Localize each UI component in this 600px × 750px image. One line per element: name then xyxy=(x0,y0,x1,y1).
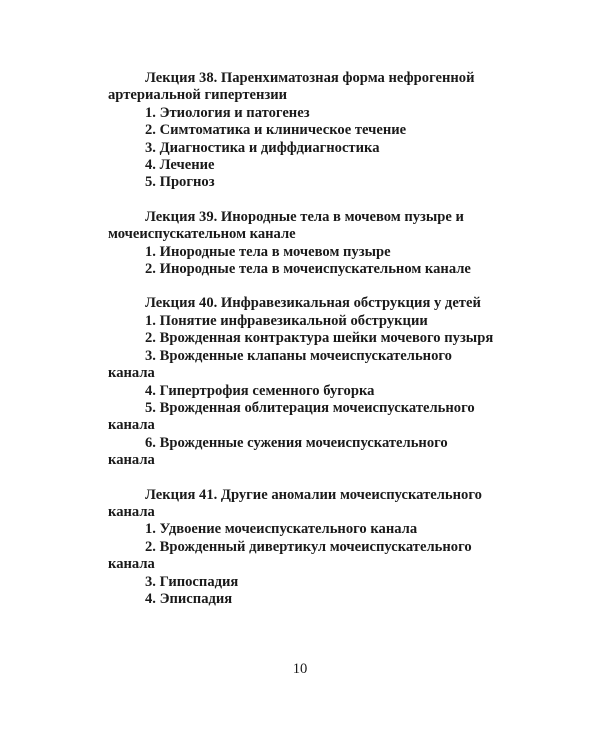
list-item: 1. Удвоение мочеиспускательного канала xyxy=(145,521,418,538)
list-item: 3. Диагностика и диффдиагностика xyxy=(145,139,380,156)
lecture-title: Лекция 41. Другие аномалии мочеиспускательного канала xyxy=(108,486,482,520)
lecture-39 xyxy=(108,209,498,279)
list-item: 2. Симтоматика и клиническое течение xyxy=(145,122,407,139)
list-item: 2. Врожденная контрактура шейки мочевого пузыря xyxy=(145,330,494,347)
lecture-title: Лекция 38. Паренхиматозная форма нефрогенной артериальной гипертензии xyxy=(108,70,475,104)
list-item: 4. Лечение xyxy=(145,157,215,174)
lecture-41 xyxy=(108,487,498,609)
list-item: 1. Этиология и патогенез xyxy=(145,104,310,121)
list-item: 2. Врожденный дивертикул мочеиспускательного канала xyxy=(108,538,472,573)
list-item: 3. Гипоспадия xyxy=(145,573,239,590)
list-item: 1. Инородные тела в мочевом пузыре xyxy=(145,243,391,260)
list-item: 3. Врожденные клапаны мочеиспускательного канала xyxy=(108,347,452,382)
list-item: 5. Прогноз xyxy=(145,174,215,191)
lecture-40 xyxy=(108,295,498,469)
page-content xyxy=(108,70,498,608)
list-item: 6. Врожденные сужения мочеиспускательного канала xyxy=(108,434,448,469)
page-number: 10 xyxy=(292,661,308,677)
lecture-38 xyxy=(108,70,498,192)
lecture-title: Лекция 40. Инфравезикальная обструкция у детей xyxy=(145,295,481,312)
list-item: 5. Врожденная облитерация мочеиспускательного канала xyxy=(108,399,475,434)
list-item: 4. Эписпадия xyxy=(145,590,233,607)
list-item: 4. Гипертрофия семенного бугорка xyxy=(145,382,375,399)
list-item: 2. Инородные тела в мочеиспускательном канале xyxy=(145,261,471,278)
lecture-title: Лекция 39. Инородные тела в мочевом пузыре и мочеиспускательном канале xyxy=(108,208,464,243)
list-item: 1. Понятие инфравезикальной обструкции xyxy=(145,312,428,329)
